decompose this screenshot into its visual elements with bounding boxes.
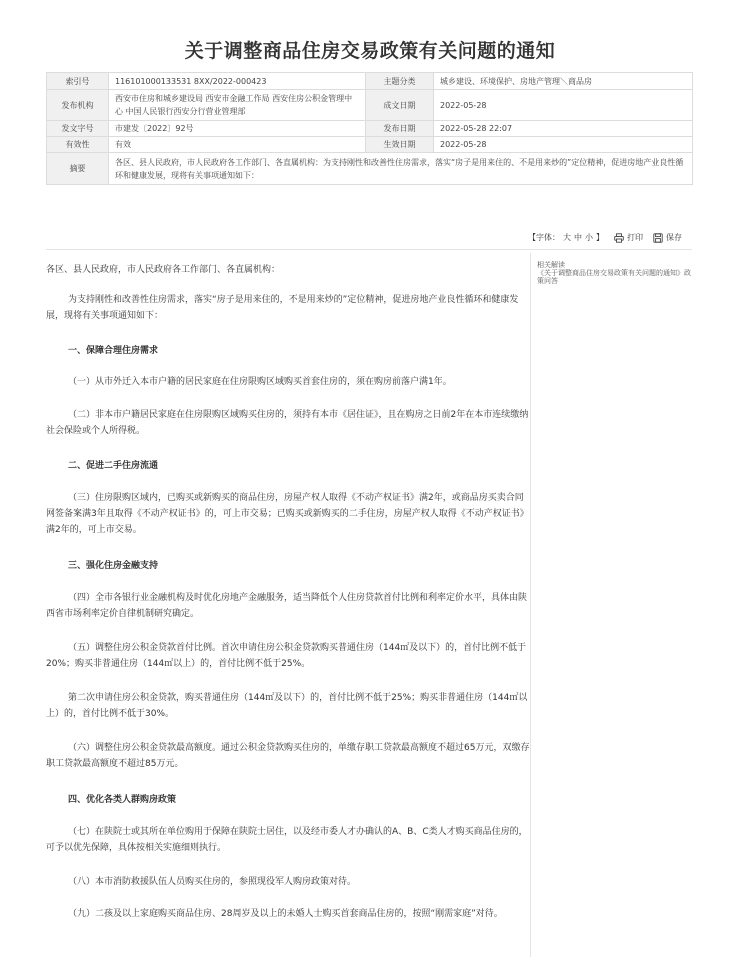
font-large-button[interactable]: 大	[563, 233, 571, 242]
related-link[interactable]: 《关于调整商品住房交易政策有关问题的通知》政策问答	[537, 269, 691, 285]
index-value: 116101000133531 8XX/2022-000423	[109, 73, 366, 90]
publish-date-label: 发布日期	[366, 121, 434, 137]
effective-date-value: 2022-05-28	[434, 137, 693, 153]
paragraph-8: （七）在陕院士或其所在单位购用于保障在陕院士居住，以及经市委人才办确认的A、B、C类人才购买商品住房的，可予以优先保障，具体按相关实施细则执行。	[46, 827, 528, 853]
section-heading-3: 三、强化住房金融支持	[68, 561, 159, 571]
related-interpretation	[537, 261, 697, 285]
font-size-label: 【字体：	[528, 233, 560, 242]
salutation: 各区、县人民政府，市人民政府各工作部门、各直属机构：	[46, 265, 281, 275]
paragraph-3: （三）住房限购区域内，已购买或新购买的商品住房，房屋产权人取得《不动产权证书》满2年，或商品房买卖合同网签备案满3年且取得《不动产权证书》的，可上市交易；已购买或新购买的二手住房，房屋产权人取得《不动产权证书》满2年的，可上市交易。	[46, 493, 529, 535]
divider	[46, 249, 692, 250]
printer-icon	[614, 233, 624, 243]
doc-number-value: 市建发〔2022〕92号	[109, 121, 366, 137]
topic-label: 主题分类	[366, 73, 434, 90]
publish-date-value: 2022-05-28 22:07	[434, 121, 693, 137]
validity-value: 有效	[109, 137, 366, 153]
paragraph-5: （五）调整住房公积金贷款首付比例。首次申请住房公积金贷款购买普通住房（144㎡及以下）的，首付比例不低于20%；购买非普通住房（144㎡以上）的，首付比例不低于25%。	[46, 643, 527, 669]
article-toolbar	[528, 232, 682, 243]
summary-value: 各区、县人民政府，市人民政府各工作部门、各直属机构：为支持刚性和改善性住房需求，落实“房子是用来住的、不是用来炒的”定位精神，促进房地产业良性循环和健康发展，现将有关事项通知如下：	[109, 153, 693, 185]
created-date-label: 成文日期	[366, 90, 434, 121]
paragraph-4: （四）全市各银行业金融机构及时优化房地产金融服务，适当降低个人住房贷款首付比例和利率定价水平，具体由陕西省市场利率定价自律机制研究确定。	[46, 593, 528, 619]
font-size-bracket: 】	[596, 233, 604, 242]
paragraph-10: （九）二孩及以上家庭购买商品住房、28周岁及以上的未婚人士购买首套商品住房的，按照“刚需家庭”对待。	[68, 909, 503, 919]
paragraph-6: 第二次申请住房公积金贷款，购买普通住房（144㎡及以下）的，首付比例不低于25%；购买非普通住房（144㎡以上）的，首付比例不低于30%。	[46, 693, 528, 719]
created-date-value: 2022-05-28	[434, 90, 693, 121]
print-label: 打印	[627, 233, 643, 242]
intro-paragraph: 为支持刚性和改善性住房需求，落实“房子是用来住的，不是用来炒的”定位精神，促进房地产业良性循环和健康发展，现将有关事项通知如下：	[46, 295, 519, 321]
paragraph-9: （八）本市消防救援队伍人员购买住房的，参照现役军人购房政策对待。	[68, 877, 357, 887]
summary-label: 摘要	[47, 153, 109, 185]
validity-label: 有效性	[47, 137, 109, 153]
paragraph-7: （六）调整住房公积金贷款最高额度。通过公积金贷款购买住房的，单缴存职工贷款最高额度不超过65万元，双缴存职工贷款最高额度不超过85万元。	[46, 743, 530, 769]
font-medium-button[interactable]: 中	[574, 233, 582, 242]
issuer-value: 西安市住房和城乡建设局 西安市金融工作局 西安住房公积金管理中心 中国人民银行西安分行营业管理部	[109, 90, 366, 121]
topic-value: 城乡建设、环境保护、房地产管理＼商品房	[434, 73, 693, 90]
font-small-button[interactable]: 小	[585, 233, 593, 242]
index-label: 索引号	[47, 73, 109, 90]
paragraph-2: （二）非本市户籍居民家庭在住房限购区域购买住房的，须持有本市《居住证》，且在购房之日前2年在本市连续缴纳社会保险或个人所得税。	[46, 410, 529, 436]
paragraph-1: （一）从市外迁入本市户籍的居民家庭在住房限购区域购买首套住房的，须在购房前落户满1年。	[68, 377, 452, 387]
issuer-label: 发布机构	[47, 90, 109, 121]
save-label: 保存	[666, 233, 682, 242]
section-heading-4: 四、优化各类人群购房政策	[68, 795, 177, 805]
related-heading: 相关解读	[537, 261, 565, 269]
page-title: 关于调整商品住房交易政策有关问题的通知	[184, 40, 556, 62]
print-button[interactable]	[614, 232, 643, 243]
save-icon	[653, 233, 663, 243]
save-button[interactable]	[653, 232, 682, 243]
doc-number-label: 发文字号	[47, 121, 109, 137]
font-size-control	[528, 232, 604, 243]
sidebar-divider	[530, 253, 531, 957]
section-heading-2: 二、促进二手住房流通	[68, 461, 159, 471]
section-heading-1: 一、保障合理住房需求	[68, 346, 159, 356]
metadata-table	[46, 72, 693, 185]
effective-date-label: 生效日期	[366, 137, 434, 153]
